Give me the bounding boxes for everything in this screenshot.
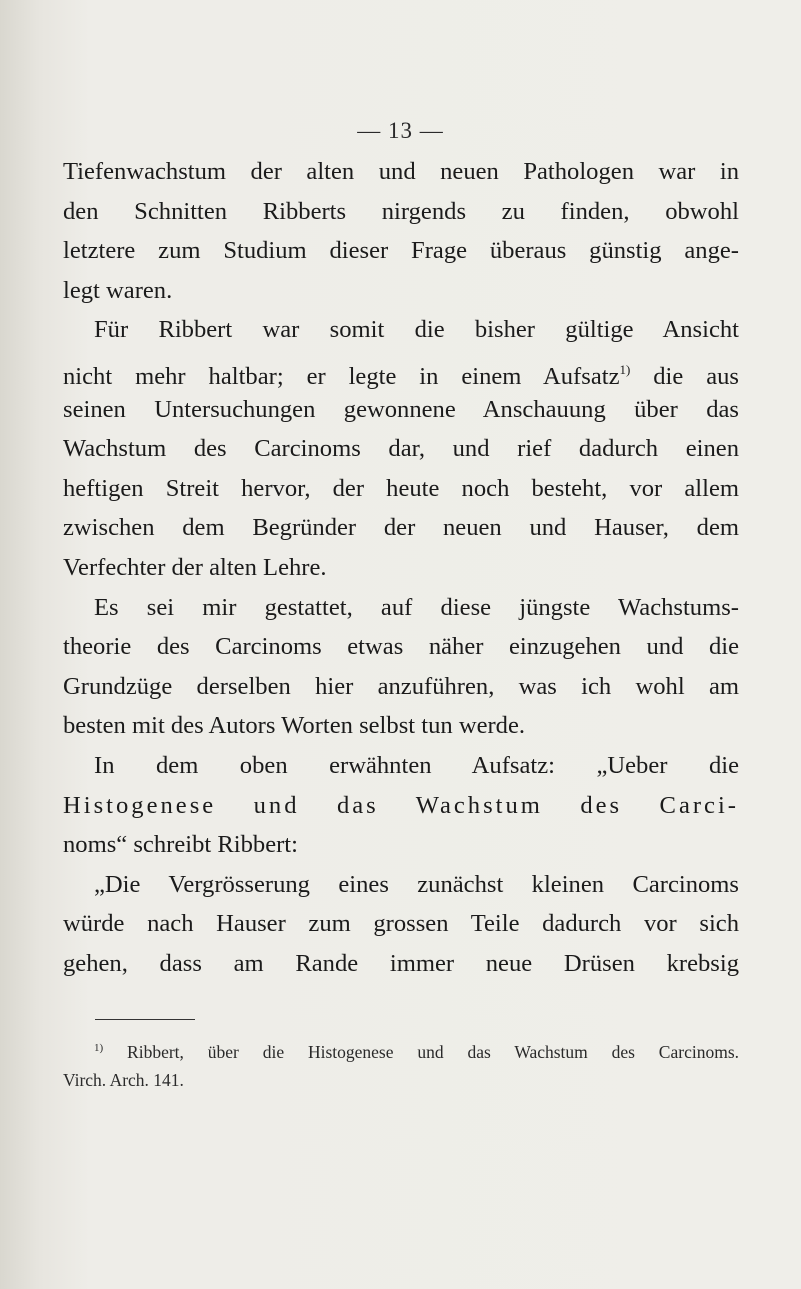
text-line: Verfechter der alten Lehre. bbox=[63, 553, 327, 581]
text-line: Es sei mir gestattet, auf diese jüngste Wachstums- bbox=[94, 593, 739, 621]
text-line: letztere zum Studium dieser Frage überaus günstig ange- bbox=[63, 237, 739, 265]
text-line: seinen Untersuchungen gewonnene Anschauung über das bbox=[63, 395, 739, 423]
text-line: zwischen dem Begründer der neuen und Hauser, dem bbox=[63, 514, 739, 542]
footnote-line bbox=[63, 1034, 739, 1066]
text-line: gehen, dass am Rande immer neue Drüsen krebsig bbox=[63, 949, 739, 977]
body-text bbox=[63, 152, 739, 983]
text-line: besten mit des Autors Worten selbst tun werde. bbox=[63, 712, 526, 740]
text-line: In dem oben erwähnten Aufsatz: „Ueber die bbox=[94, 751, 739, 779]
text-line: Für Ribbert war somit die bisher gültige Ansicht bbox=[94, 316, 739, 344]
text-line: heftigen Streit hervor, der heute noch besteht, vor allem bbox=[63, 474, 739, 502]
footnote-divider bbox=[95, 1019, 195, 1020]
page-number: — 13 — bbox=[357, 118, 444, 143]
text-line-with-footnote bbox=[63, 350, 739, 390]
paragraph-3 bbox=[63, 588, 739, 746]
footnote-text: Ribbert, über die Histogenese und das Wachstum des Carcinoms. bbox=[127, 1042, 739, 1062]
text-line: noms“ schreibt Ribbert: bbox=[63, 831, 298, 859]
paragraph-4 bbox=[63, 746, 739, 865]
text-line: den Schnitten Ribberts nirgends zu finden, obwohl bbox=[63, 197, 739, 225]
text-line: Tiefenwachstum der alten und neuen Pathologen war in bbox=[63, 158, 739, 185]
text-line: Wachstum des Carcinoms dar, und rief dadurch einen bbox=[63, 435, 739, 463]
text-line: würde nach Hauser zum grossen Teile dadurch vor sich bbox=[63, 910, 739, 938]
text-line: Histogenese und das Wachstum des Carci- bbox=[63, 791, 739, 819]
paragraph-1 bbox=[63, 152, 739, 310]
footnote-marker: 1) bbox=[94, 1042, 104, 1054]
text-line: legt waren. bbox=[63, 276, 173, 304]
footnote-line: Virch. Arch. 141. bbox=[63, 1070, 184, 1090]
text-fragment: die aus bbox=[653, 362, 739, 390]
text-line: theorie des Carcinoms etwas näher einzugehen und die bbox=[63, 633, 739, 661]
paragraph-2 bbox=[63, 310, 739, 587]
footnote bbox=[63, 1034, 739, 1094]
footnote-ref: 1) bbox=[619, 361, 631, 377]
text-fragment: nicht mehr haltbar; er legte in einem Aufsatz bbox=[63, 362, 620, 390]
text-line: „Die Vergrösserung eines zunächst kleinen Carcinoms bbox=[94, 870, 739, 898]
text-line: Grundzüge derselben hier anzuführen, was ich wohl am bbox=[63, 672, 739, 700]
paragraph-5 bbox=[63, 865, 739, 984]
